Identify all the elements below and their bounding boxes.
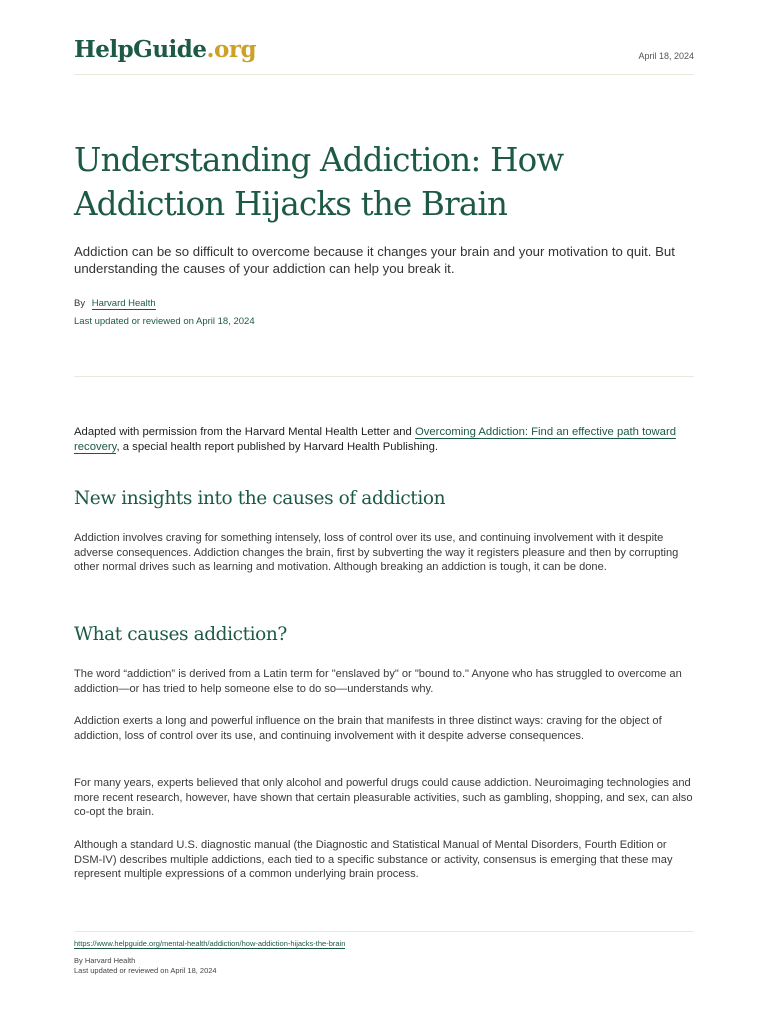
paragraph: Although a standard U.S. diagnostic manual (the Diagnostic and Statistical Manual of Mental Disorders, Fourth Edition or DSM-IV) describes multiple addictions, each tied to a specific substance or activity, consensus is emerging that these may represent multiple expressions of a common underlying brain process. bbox=[74, 839, 673, 881]
adapted-post: , a special health report published by Harvard Health Publishing. bbox=[116, 441, 439, 453]
footer-last-updated: Last updated or reviewed on April 18, 2024 bbox=[74, 966, 217, 975]
article-lede: Addiction can be so difficult to overcome because it changes your brain and your motivation to quit. But understanding the causes of your addiction can help you break it. bbox=[74, 244, 675, 276]
paragraph: For many years, experts believed that only alcohol and powerful drugs could cause addiction. Neuroimaging technologies and more recent research, however, have shown that certain pleasurable activities, such as gambling, shopping, and sex, can also co-opt the brain. bbox=[74, 777, 693, 819]
adapted-note bbox=[74, 425, 694, 455]
header-date: April 18, 2024 bbox=[638, 51, 694, 61]
paragraph: Addiction involves craving for something intensely, loss of control over its use, and continuing involvement with it despite adverse consequences. Addiction changes the brain, first by subverting the way it registers pleasure and then by corrupting other normal drives such as learning and motivation. Although breaking an addiction is tough, it can be done. bbox=[74, 532, 679, 574]
footer-byline: By Harvard Health bbox=[74, 956, 136, 965]
site-header bbox=[74, 36, 694, 75]
report-link[interactable]: Overcoming Addiction: Find an effective path toward recovery bbox=[74, 426, 676, 453]
paragraph: The word “addiction” is derived from a Latin term for "enslaved by" or "bound to." Anyone who has struggled to overcome an addiction—or has tried to help someone else to do so—understands why. bbox=[74, 668, 682, 695]
footer-divider bbox=[74, 931, 694, 932]
section-heading-insights: New insights into the causes of addiction bbox=[74, 488, 446, 509]
logo-main: HelpGuide bbox=[74, 36, 207, 63]
page-title: Understanding Addiction: How Addiction Hijacks the Brain bbox=[74, 141, 564, 223]
byline bbox=[74, 298, 156, 309]
section-heading-causes: What causes addiction? bbox=[74, 624, 287, 645]
footer-url-link[interactable]: https://www.helpguide.org/mental-health/addiction/how-addiction-hijacks-the-brain bbox=[74, 939, 346, 948]
paragraph: Addiction exerts a long and powerful influence on the brain that manifests in three distinct ways: craving for the object of addiction, loss of control over its use, and continuing involvement with it despite adverse consequences. bbox=[74, 715, 662, 742]
last-updated: Last updated or reviewed on April 18, 2024 bbox=[74, 316, 255, 327]
author-link[interactable]: Harvard Health bbox=[91, 298, 156, 309]
divider bbox=[74, 376, 694, 377]
byline-prefix: By bbox=[74, 298, 86, 309]
site-logo[interactable] bbox=[74, 36, 256, 63]
adapted-pre: Adapted with permission from the Harvard Mental Health Letter and bbox=[74, 426, 415, 438]
logo-tld: .org bbox=[206, 36, 257, 63]
